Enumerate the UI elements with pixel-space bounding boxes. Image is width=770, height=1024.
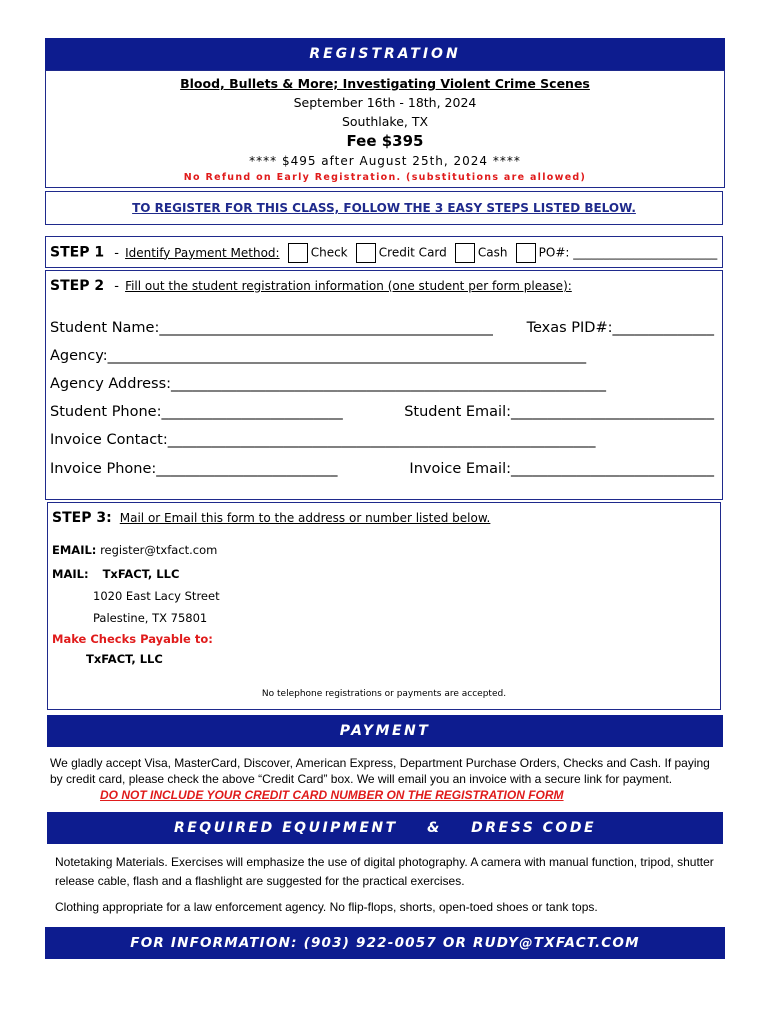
course-location: Southlake, TX xyxy=(341,114,429,129)
po-number-field[interactable]: PO#: ________________________ xyxy=(538,245,718,260)
payment-text xyxy=(50,755,722,803)
mail-name: TxFACT, LLC xyxy=(102,567,180,581)
payment-body: We gladly accept Visa, MasterCard, Discover, American Express, Department Purchase Orders, Checks and Cash. If paying by credit card, please check the above “Credit Card” box. We will email you an invoice with a secure link for payment. xyxy=(50,756,710,786)
step3-box xyxy=(47,502,721,710)
agency-address-field[interactable]: Agency Address:____________________________________________________________ xyxy=(50,376,607,392)
student-name-field[interactable]: Student Name:______________________________________________ xyxy=(50,320,493,336)
po-checkbox[interactable] xyxy=(516,243,536,263)
checks-payable-label: Make Checks Payable to: xyxy=(52,632,213,646)
credit-card-checkbox[interactable] xyxy=(356,243,376,263)
equipment-header-left: REQUIRED EQUIPMENT xyxy=(173,820,398,836)
check-option-label: Check xyxy=(310,245,348,260)
instruction-text: TO REGISTER FOR THIS CLASS, FOLLOW THE 3 EASY STEPS LISTED BELOW. xyxy=(132,201,636,215)
mail-street: 1020 East Lacy Street xyxy=(93,589,220,603)
no-phone-note: No telephone registrations or payments are accepted. xyxy=(261,689,507,699)
footer-info: FOR INFORMATION: (903) 922-0057 OR RUDY@TXFACT.COM xyxy=(45,927,725,959)
course-fee: Fee $395 xyxy=(346,132,424,150)
checks-payee: TxFACT, LLC xyxy=(86,652,163,666)
equipment-header xyxy=(47,812,723,844)
invoice-phone-field[interactable]: Invoice Phone:_________________________ xyxy=(50,461,338,477)
equipment-header-amp: & xyxy=(427,820,442,836)
invoice-contact-field[interactable]: Invoice Contact:___________________________________________________________ xyxy=(50,432,596,448)
mail-label: MAIL: xyxy=(52,567,89,581)
registration-header: REGISTRATION xyxy=(45,38,725,70)
step1-box xyxy=(45,236,723,268)
instruction-box xyxy=(45,191,723,225)
step2-text: Fill out the student registration information (one student per form please): xyxy=(125,279,572,293)
registration-info-box xyxy=(45,70,725,188)
invoice-email-field[interactable]: Invoice Email:____________________________ xyxy=(409,461,714,477)
late-fee: **** $495 after August 25th, 2024 **** xyxy=(249,154,521,168)
equipment-header-right: DRESS CODE xyxy=(471,820,597,836)
credit-card-option-label: Credit Card xyxy=(378,245,447,260)
step3-text: Mail or Email this form to the address or number listed below. xyxy=(119,511,491,525)
texas-pid-field[interactable]: Texas PID#:______________ xyxy=(526,320,714,336)
agency-field[interactable]: Agency:__________________________________________________________________ xyxy=(50,348,587,364)
equipment-line2: Clothing appropriate for a law enforcement agency. No flip-flops, shorts, open-toed shoes or tank tops. xyxy=(55,900,598,914)
step2-box xyxy=(45,270,723,500)
student-email-field[interactable]: Student Email:____________________________ xyxy=(404,404,714,420)
step2-dash: - xyxy=(114,279,119,294)
cash-option-label: Cash xyxy=(477,245,508,260)
course-title: Blood, Bullets & More; Investigating Violent Crime Scenes xyxy=(180,76,590,91)
refund-note: No Refund on Early Registration. (substitutions are allowed) xyxy=(183,172,587,183)
step1-text: Identify Payment Method: xyxy=(125,245,280,260)
student-phone-field[interactable]: Student Phone:_________________________ xyxy=(50,404,343,420)
step1-dash: - xyxy=(114,245,119,261)
step3-label: STEP 3: xyxy=(52,510,112,526)
course-dates: September 16th - 18th, 2024 xyxy=(293,95,477,110)
payment-warning: DO NOT INCLUDE YOUR CREDIT CARD NUMBER ON THE REGISTRATION FORM xyxy=(100,788,564,802)
cash-checkbox[interactable] xyxy=(455,243,475,263)
check-checkbox[interactable] xyxy=(288,243,308,263)
step2-label: STEP 2 xyxy=(50,278,105,294)
equipment-line1: Notetaking Materials. Exercises will emphasize the use of digital photography. A camera with manual function, tripod, shutter release cable, flash and a flashlight are suggested for the practical exercises. xyxy=(55,855,714,888)
mail-city: Palestine, TX 75801 xyxy=(93,611,208,625)
step1-label: STEP 1 xyxy=(50,244,105,261)
email-label: EMAIL: xyxy=(52,543,97,557)
email-address[interactable]: register@txfact.com xyxy=(100,543,218,557)
payment-header: PAYMENT xyxy=(47,715,723,747)
